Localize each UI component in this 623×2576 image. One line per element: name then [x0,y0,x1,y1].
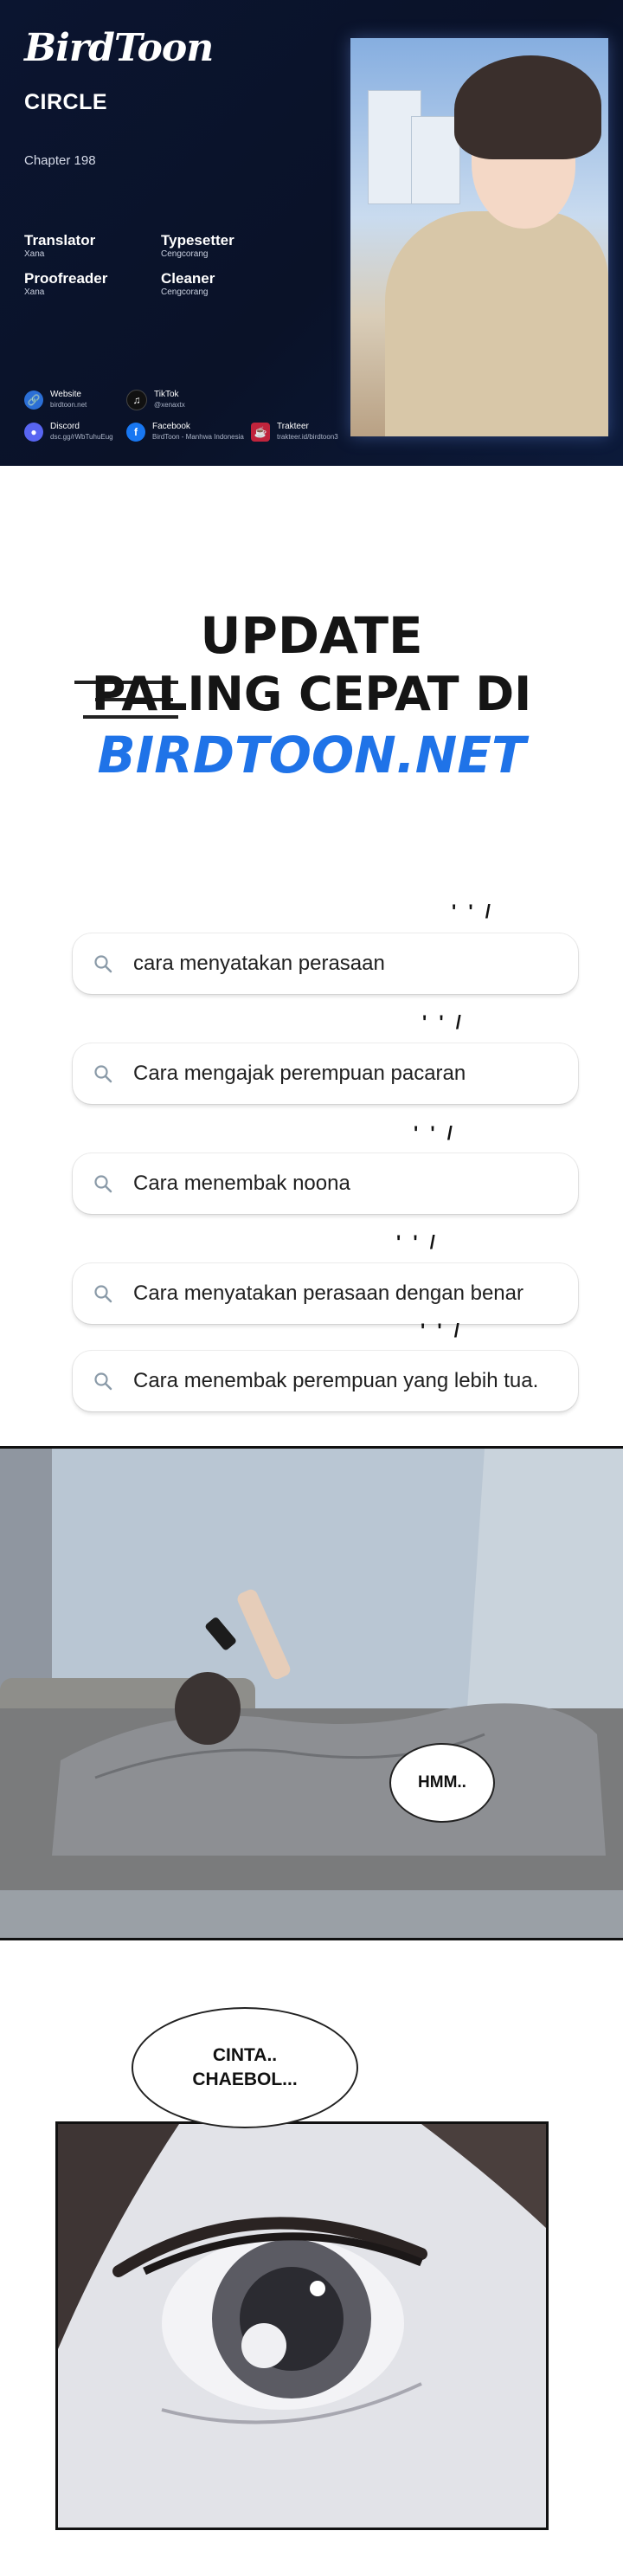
staff-name: Cengcorang [161,287,209,297]
speech-bubble: HMM.. [389,1743,495,1823]
emphasis-marks: ' ' / [452,901,494,922]
search-bar[interactable] [73,1153,578,1214]
emphasis-marks: ' ' / [421,1320,463,1341]
bedroom-panel [0,1446,623,1940]
social-title: TikTok [154,390,179,399]
search-icon [93,1064,112,1083]
search-query: Cara mengajak perempuan pacaran [133,1062,466,1085]
facebook-icon: f [126,423,145,442]
search-query: Cara menembak perempuan yang lebih tua. [133,1369,539,1392]
staff-role: Typesetter [161,232,234,249]
search-bar[interactable] [73,1351,578,1411]
search-icon [93,954,112,973]
search-query: cara menyatakan perasaan [133,952,385,975]
staff-name: Xana [24,287,45,297]
chapter-label: Chapter 198 [24,153,96,168]
social-facebook-link[interactable] [126,422,244,442]
speech-bubble [132,2007,358,2128]
banner-line-paling-cepat: PALING CEPAT DI [91,667,532,721]
social-sub: dsc.gg/rWbTuhuEug [50,433,113,441]
search-icon [93,1284,112,1303]
staff-proofreader [24,270,107,297]
social-website-link[interactable] [24,390,87,410]
eye-illustration [58,2124,546,2528]
social-title: Facebook [152,422,190,431]
search-query: Cara menembak noona [133,1172,350,1195]
banner-line-update: UPDATE [200,606,423,665]
staff-name: Xana [24,249,45,259]
social-title: Trakteer [277,422,309,431]
staff-name: Cengcorang [161,249,209,259]
social-title: Discord [50,422,80,431]
search-bar[interactable] [73,1263,578,1324]
staff-role: Translator [24,232,96,249]
character-coat [385,211,608,436]
search-bar[interactable] [73,1043,578,1104]
social-sub: trakteer.id/birdtoon3 [277,433,338,441]
emphasis-marks: ' ' / [396,1231,439,1253]
social-discord-link[interactable] [24,422,113,442]
eye-closeup-panel [55,2121,549,2530]
banner-site-link[interactable]: BIRDTOON.NET [97,726,526,784]
staff-typesetter [161,232,234,259]
credits-panel [0,0,623,466]
staff-role: Proofreader [24,270,108,287]
social-sub: birdtoon.net [50,401,87,409]
search-icon [93,1174,112,1193]
bedroom-illustration [0,1449,623,1938]
series-title: CIRCLE [24,90,108,114]
link-icon: 🔗 [24,391,43,410]
search-icon [93,1372,112,1391]
social-sub: @xenaxtx [154,401,185,409]
emphasis-marks: ' ' / [414,1122,456,1144]
emphasis-marks: ' ' / [422,1011,465,1033]
staff-cleaner [161,270,215,297]
speech-text: CINTA.. CHAEBOL... [192,2045,298,2089]
cover-illustration [350,38,608,436]
social-trakteer-link[interactable] [251,422,338,442]
social-sub: BirdToon - Manhwa Indonesia [152,433,244,441]
birdtoon-logo: BirdToon [24,26,214,70]
search-bar[interactable] [73,933,578,994]
social-tiktok-link[interactable] [126,390,185,410]
search-query: Cara menyatakan perasaan dengan benar [133,1282,523,1305]
staff-translator [24,232,95,259]
trakteer-icon: ☕ [251,423,270,442]
tiktok-icon: ♫ [126,390,147,410]
discord-icon: ● [24,423,43,442]
staff-role: Cleaner [161,270,215,287]
building-shape [411,116,460,204]
social-title: Website [50,390,81,399]
character-hair [454,55,601,159]
